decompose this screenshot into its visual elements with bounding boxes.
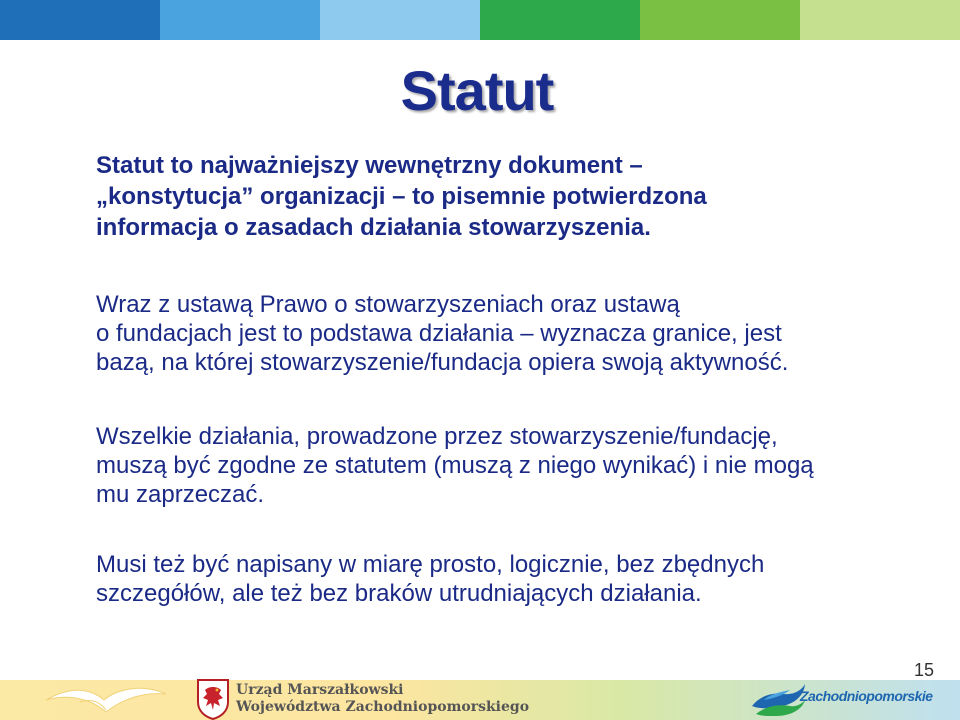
top-bar-segment-3	[320, 0, 480, 40]
paragraph-3-line-2: szczegółów, ale też bez braków utrudniających działania.	[96, 580, 702, 607]
top-bar-segment-4	[480, 0, 640, 40]
paragraph-3-line-1: Musi też być napisany w miarę prosto, logicznie, bez zbędnych	[96, 551, 765, 578]
paragraph-1-line-3: bazą, na której stowarzyszenie/fundacja opiera swoją aktywność.	[96, 349, 789, 376]
lead-paragraph	[96, 150, 916, 243]
top-bar-segment-2	[160, 0, 320, 40]
paragraph-style	[96, 550, 916, 608]
region-label: Zachodniopomorskie	[800, 688, 933, 704]
paragraph-2-line-2: muszą być zgodne ze statutem (muszą z niego wynikać) i nie mogą	[96, 452, 814, 479]
top-bar-segment-5	[640, 0, 800, 40]
slide-title	[0, 56, 960, 126]
paragraph-1-line-2: o fundacjach jest to podstawa działania – wyznacza granice, jest	[96, 320, 782, 347]
paragraph-2-line-3: mu zaprzeczać.	[96, 481, 265, 508]
paragraph-compliance	[96, 422, 916, 509]
paragraph-legal-basis	[96, 290, 916, 377]
lead-line-1: Statut to najważniejszy wewnętrzny dokument –	[96, 152, 643, 179]
slide-title-text: Statut	[400, 59, 554, 122]
bird-logo-icon	[40, 678, 170, 720]
page-number: 15	[913, 660, 934, 680]
top-bar-segment-1	[0, 0, 160, 40]
lead-line-2: „konstytucja” organizacji – to pisemnie potwierdzona	[96, 183, 707, 210]
lead-line-3: informacja o zasadach działania stowarzyszenia.	[96, 214, 651, 241]
paragraph-2-line-1: Wszelkie działania, prowadzone przez stowarzyszenie/fundację,	[96, 423, 778, 450]
office-name-line-2: Województwa Zachodniopomorskiego	[236, 699, 530, 715]
paragraph-1-line-1: Wraz z ustawą Prawo o stowarzyszeniach oraz ustawą	[96, 291, 680, 318]
top-bar-segment-6	[800, 0, 960, 40]
office-name-line-1: Urząd Marszałkowski	[236, 682, 404, 698]
office-name	[236, 682, 529, 716]
coat-of-arms-icon	[196, 678, 230, 720]
top-color-bar	[0, 0, 960, 40]
region-logo-icon	[750, 676, 806, 720]
